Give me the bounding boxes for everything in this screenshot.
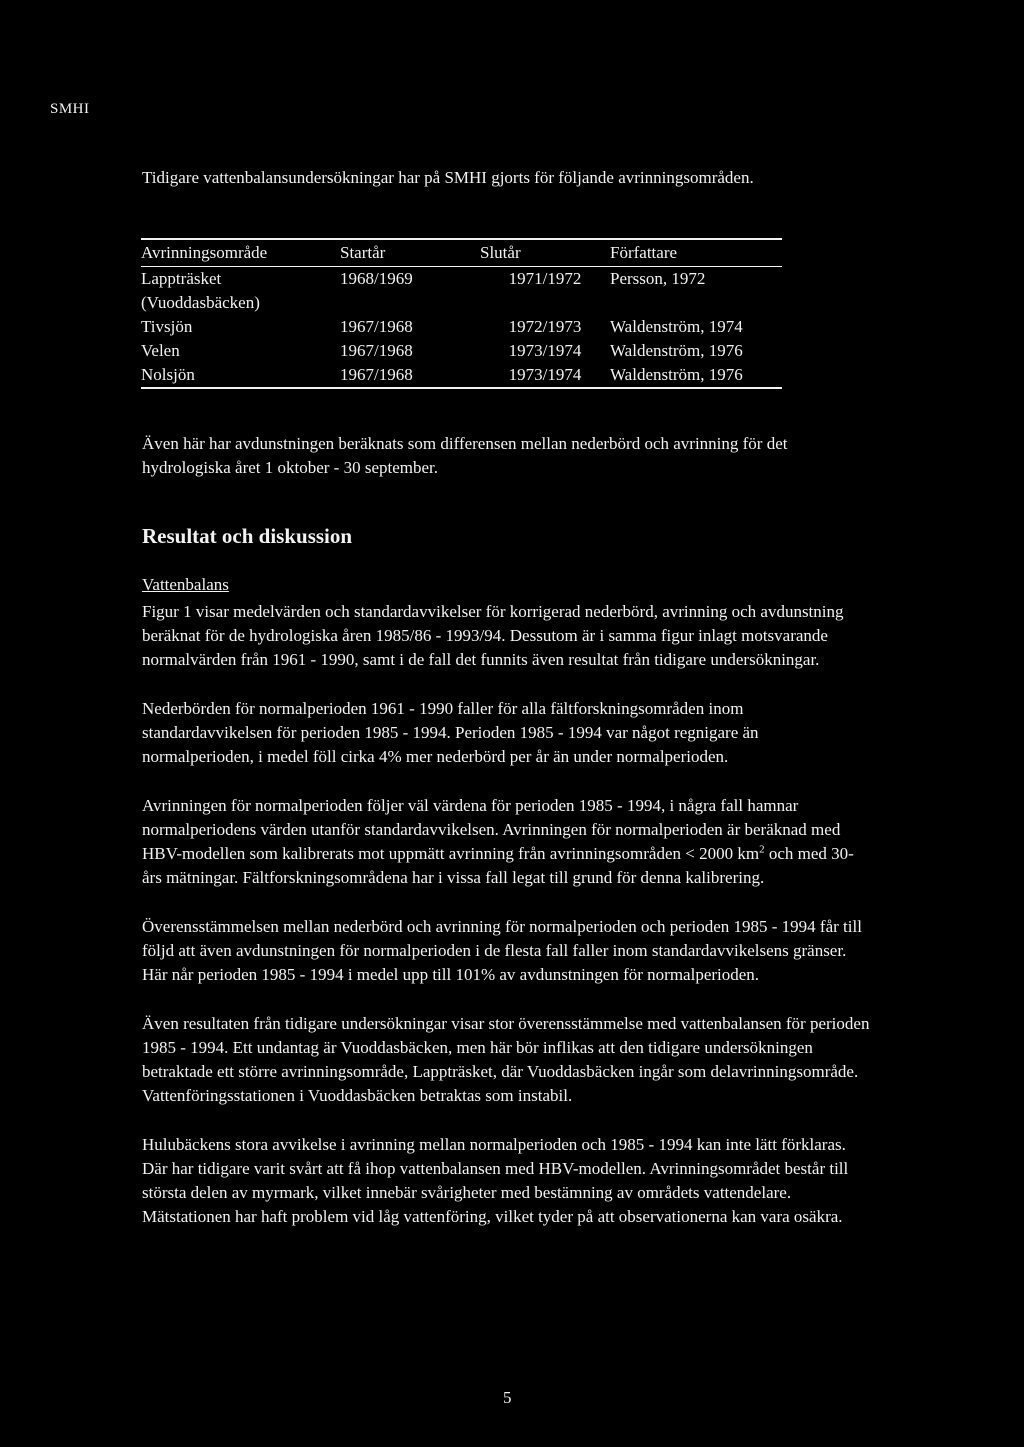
section-title: Resultat och diskussion <box>142 524 353 548</box>
cell-start: 1967/1968 <box>340 317 413 336</box>
paragraph: Överensstämmelsen mellan nederbörd och avrinning för normalperioden och perioden 1985 - 1994 får till följd att även avdunstningen för normalperioden i de flesta fall faller inom standardavvikelsens gränser. Här når perioden 1985 - 1994 i medel upp till 101% av avdunstningen för normalperioden. <box>142 917 862 984</box>
table-row <box>141 315 782 339</box>
paragraph <box>142 794 872 890</box>
paragraph: Hulubäckens stora avvikelse i avrinning mellan normalperioden och 1985 - 1994 kan inte lätt förklaras. Där har tidigare varit svårt att få ihop vattenbalansen med HBV-modellen. Avrinningsområdet består till största delen av myrmark, vilket innebär svårigheter med bestämning av områdets vattendelare. Mätstationen har haft problem vid låg vattenföring, vilket tyder på att observationerna kan vara osäkra. <box>142 1135 849 1226</box>
cell-end: 1973/1974 <box>508 341 582 360</box>
cell-area: Velen <box>141 341 180 360</box>
table-row <box>141 339 782 363</box>
paragraph-part: och med 30-års mätningar. Fältforskningsområdena har i vissa fall legat till grund för denna kalibrering. <box>142 844 854 887</box>
table-header-row <box>141 239 782 267</box>
cell-start: 1967/1968 <box>340 341 413 360</box>
method-note: Även här har avdunstningen beräknats som differensen mellan nederbörd och avrinning för det hydrologiska året 1 oktober - 30 september. <box>142 434 788 477</box>
column-header-author: Författare <box>610 243 678 262</box>
cell-area: Lappträsket (Vuoddasbäcken) <box>141 269 260 312</box>
paragraph: Nederbörden för normalperioden 1961 - 1990 faller för alla fältforskningsområden inom standardavvikelsen för perioden 1985 - 1994. Perioden 1985 - 1994 var något regnigare än normalperioden, i medel föll cirka 4% mer nederbörd per år än under normalperioden. <box>142 699 759 766</box>
cell-end: 1972/1973 <box>508 317 582 336</box>
subsection-heading: Vattenbalans <box>142 575 229 594</box>
cell-author: Waldenström, 1976 <box>610 341 743 360</box>
cell-author: Waldenström, 1974 <box>610 317 743 336</box>
column-header-end: Slutår <box>480 243 521 262</box>
catchment-table <box>141 238 782 389</box>
header-org: SMHI <box>50 101 90 117</box>
body-text <box>142 600 872 1254</box>
cell-area: Tivsjön <box>141 317 193 336</box>
cell-start: 1967/1968 <box>340 365 413 384</box>
cell-end: 1973/1974 <box>508 365 582 384</box>
page-number: 5 <box>503 1388 512 1407</box>
paragraph: Även resultaten från tidigare undersökningar visar stor överensstämmelse med vattenbalansen för perioden 1985 - 1994. Ett undantag är Vuoddasbäcken, men här bör inflikas att den tidigare undersökningen betraktade ett större avrinningsområde, Lappträsket, där Vuoddasbäcken ingår som delavrinningsområde. Vattenföringsstationen i Vuoddasbäcken betraktas som instabil. <box>142 1014 870 1105</box>
cell-author: Persson, 1972 <box>610 269 706 288</box>
cell-start: 1968/1969 <box>340 269 413 288</box>
cell-end: 1971/1972 <box>508 269 582 288</box>
table-row <box>141 363 782 388</box>
column-header-area: Avrinningsområde <box>141 243 268 262</box>
cell-area: Nolsjön <box>141 365 195 384</box>
column-header-start: Startår <box>340 243 386 262</box>
paragraph-part: Avrinningen för normalperioden följer väl värdena för perioden 1985 - 1994, i några fall hamnar normalperiodens värden utanför standardavvikelsen. Avrinningen för normalperioden är beräknad med HBV-modellen som kalibrerats mot uppmätt avrinning från avrinningsområden < 2000 km <box>142 796 841 863</box>
table-row <box>141 267 782 316</box>
intro-text: Tidigare vattenbalansundersökningar har på SMHI gjorts för följande avrinningsområden. <box>142 168 754 187</box>
paragraph: Figur 1 visar medelvärden och standardavvikelser för korrigerad nederbörd, avrinning och avdunstning beräknat för de hydrologiska åren 1985/86 - 1993/94. Dessutom är i samma figur inlagt motsvarande normalvärden från 1961 - 1990, samt i de fall det funnits även resultat från tidigare undersökningar. <box>142 602 844 669</box>
cell-author: Waldenström, 1976 <box>610 365 743 384</box>
superscript: 2 <box>759 843 765 856</box>
